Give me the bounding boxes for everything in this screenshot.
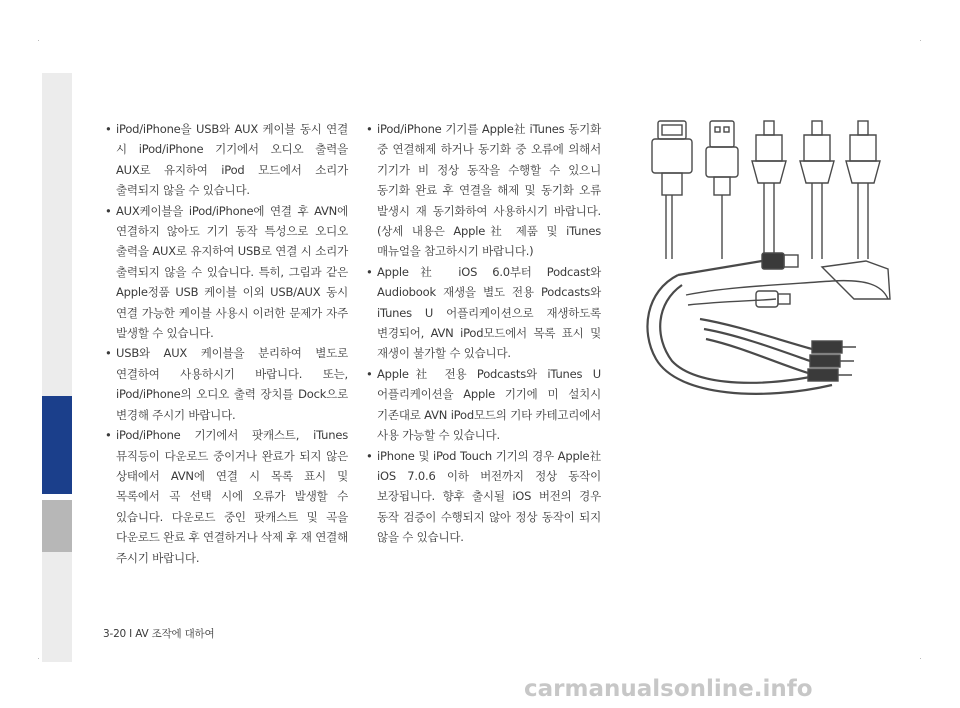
sidebar-tab-gray [42,500,72,552]
bullet-item: • iPod/iPhone 기기를 Apple社 iTunes 동기화 중 연결해제 하거나 동기화 중 오류에 의해서 기기가 비 정상 동작을 수행할 수 있으니 동기화 완료 후 연결을 해제 및 동기화 오류 발생시 재 동기화하여 사용하시기 바랍니다. (상세 내용은 Apple社 제품 및 iTunes 매뉴얼을 참고하시기 바랍니다.) [365,119,601,262]
sidebar-tab-tail [42,552,72,662]
bullet-item: • iPod/iPhone 기기에서 팟캐스트, iTunes 뮤직등이 다운로드 중이거나 완료가 되지 않은 상태에서 AVN에 연결 시 목록 표시 및 목록에서 곡 선택 시에 오류가 발생할 수 있습니다. 다운로드 중인 팟캐스트 및 곡을 다운로드 완료 후 연결하거나 삭제 후 재 연결해 주시기 바랍니다. [104,425,348,568]
bullet-item: • AUX케이블을 iPod/iPhone에 연결 후 AVN에 연결하지 않아도 기기 동작 특성으로 오디오 출력을 AUX로 유지하여 USB로 연결 시 소리가 출력되지 않을 수 있습니다. 특히, 그림과 같은 Apple정품 USB 케이블 이외 USB/AUX 동시 연결 가능한 케이블 사용시 이러한 문제가 자주 발생할 수 있습니다. [104,201,348,344]
bullet-item: • Apple社 전용 Podcasts와 iTunes U 어플리케이션을 Apple 기기에 미 설치시 기존대로 AVN iPod모드의 기타 카테고리에서 사용 가능할 수 있습니다. [365,364,601,446]
crop-mark [38,658,39,659]
crop-mark [920,40,921,41]
bullet-item: • iPhone 및 iPod Touch 기기의 경우 Apple社 iOS 7.0.6 이하 버전까지 정상 동작이 보장됩니다. 향후 출시될 iOS 버전의 경우 동작 검증이 수행되지 않아 정상 동작이 되지 않을 수 있습니다. [365,446,601,548]
sidebar-tab-active-section [42,396,72,494]
rca-plug-icon [846,121,880,259]
bullet-item: • USB와 AUX 케이블을 분리하여 별도로 연결하여 사용하시기 바랍니다. 또는, iPod/iPhone의 오디오 출력 장치를 Dock으로 변경해 주시기 바랍니다. [104,343,348,425]
rca-plug-icon [800,121,834,259]
cable-bundle-icon [647,253,890,394]
usb-plug-icon [706,121,738,259]
sidebar-tab-light [42,73,72,396]
bullet-item: • iPod/iPhone을 USB와 AUX 케이블 동시 연결 시 iPod/iPhone 기기에서 오디오 출력을 AUX로 유지하여 iPod 모드에서 소리가 출력되지 않을 수 있습니다. [104,119,348,201]
crop-mark [920,658,921,659]
right-text-column [365,119,601,548]
crop-mark [38,40,39,41]
dock-connector-icon [652,121,692,259]
watermark: carmanualsonline.info [524,676,813,702]
bullet-item: • Apple社 iOS 6.0부터 Podcast와 Audiobook 재생을 별도 전용 Podcasts와 iTunes U 어플리케이션으로 재생하도록 변경되어, AVN iPod모드에서 목록 표시 및 재생이 불가할 수 있습니다. [365,262,601,364]
cable-illustration [626,109,920,413]
page-number: 3-20 I AV 조작에 대하여 [103,628,215,640]
left-text-column [104,119,348,568]
rca-plug-icon [752,121,786,259]
